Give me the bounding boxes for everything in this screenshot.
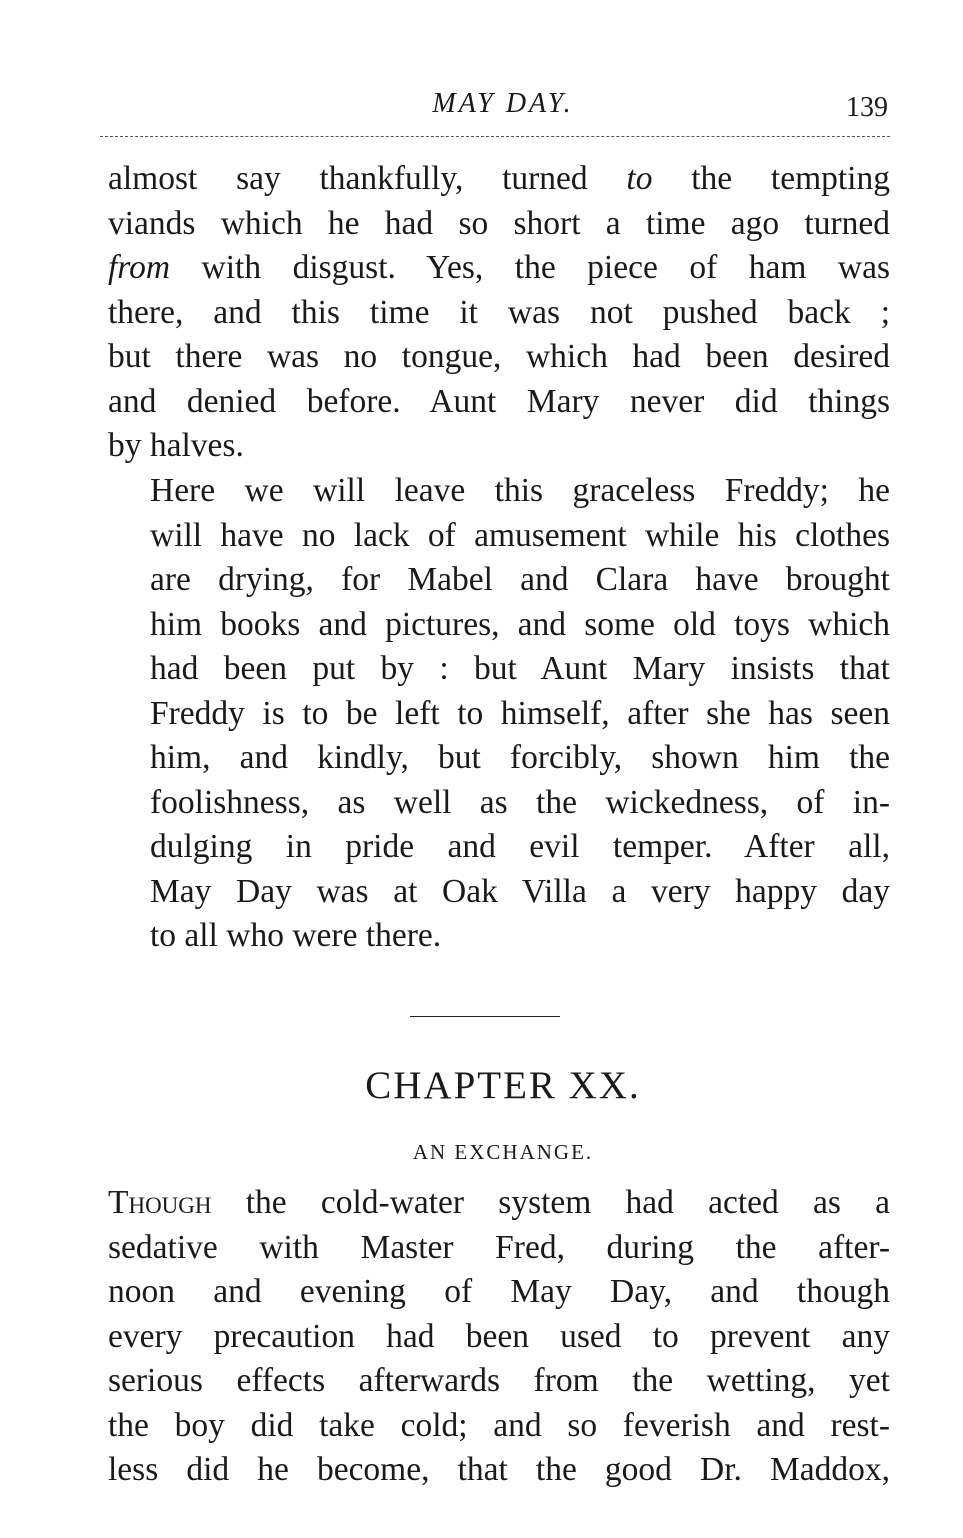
text-line: to all who were there. (150, 917, 442, 954)
text-line: foolishness, as well as the wickedness, of in- (150, 783, 890, 821)
text-line: every precaution had been used to prevent any (108, 1317, 890, 1355)
text-line: are drying, for Mabel and Clara have brought (150, 561, 890, 598)
text-line: Though the cold-water system had acted as a (108, 1184, 890, 1221)
header-rule (100, 136, 890, 137)
paragraph (108, 469, 890, 959)
text-line: sedative with Master Fred, during the after- (108, 1228, 890, 1266)
running-head (108, 80, 898, 123)
text-line: had been put by : but Aunt Mary insists that (150, 650, 890, 687)
text-line: almost say thankfully, turned to the tempting (108, 160, 890, 197)
text-line: the boy did take cold; and so feverish and rest- (108, 1406, 890, 1444)
text-line: dulging in pride and evil temper. After all, (150, 828, 890, 865)
text-line: and denied before. Aunt Mary never did things (108, 382, 890, 420)
paragraph-continued (108, 157, 890, 469)
chapter-subtitle: AN EXCHANGE. (412, 1140, 594, 1164)
chapter-opening-paragraph (108, 1181, 890, 1493)
text-line: less did he become, that the good Dr. Maddox, (108, 1451, 890, 1488)
text-line: Freddy is to be left to himself, after she has seen (150, 694, 890, 732)
text-line: noon and evening of May Day, and though (108, 1273, 890, 1310)
text-line: by halves. (108, 427, 244, 464)
chapter-title: CHAPTER XX. (365, 1064, 641, 1107)
text-line: but there was no tongue, which had been desired (108, 338, 890, 375)
text-line: him books and pictures, and some old toys which (150, 605, 890, 643)
text-line: serious effects afterwards from the wetting, yet (108, 1362, 890, 1399)
lead-word: Though (108, 1184, 212, 1221)
text-line: May Day was at Oak Villa a very happy day (150, 872, 890, 910)
text-line: viands which he had so short a time ago turned (108, 204, 890, 242)
text-line: there, and this time it was not pushed back ; (108, 293, 890, 331)
section-divider (410, 1016, 560, 1017)
running-title: MAY DAY. (432, 88, 574, 119)
text-line: Here we will leave this graceless Freddy; he (150, 472, 890, 509)
page-number: 139 (846, 92, 888, 123)
text-line: from with disgust. Yes, the piece of ham was (108, 249, 890, 286)
text-line: him, and kindly, but forcibly, shown him the (150, 739, 890, 776)
text-line: will have no lack of amusement while his clothes (150, 516, 890, 554)
